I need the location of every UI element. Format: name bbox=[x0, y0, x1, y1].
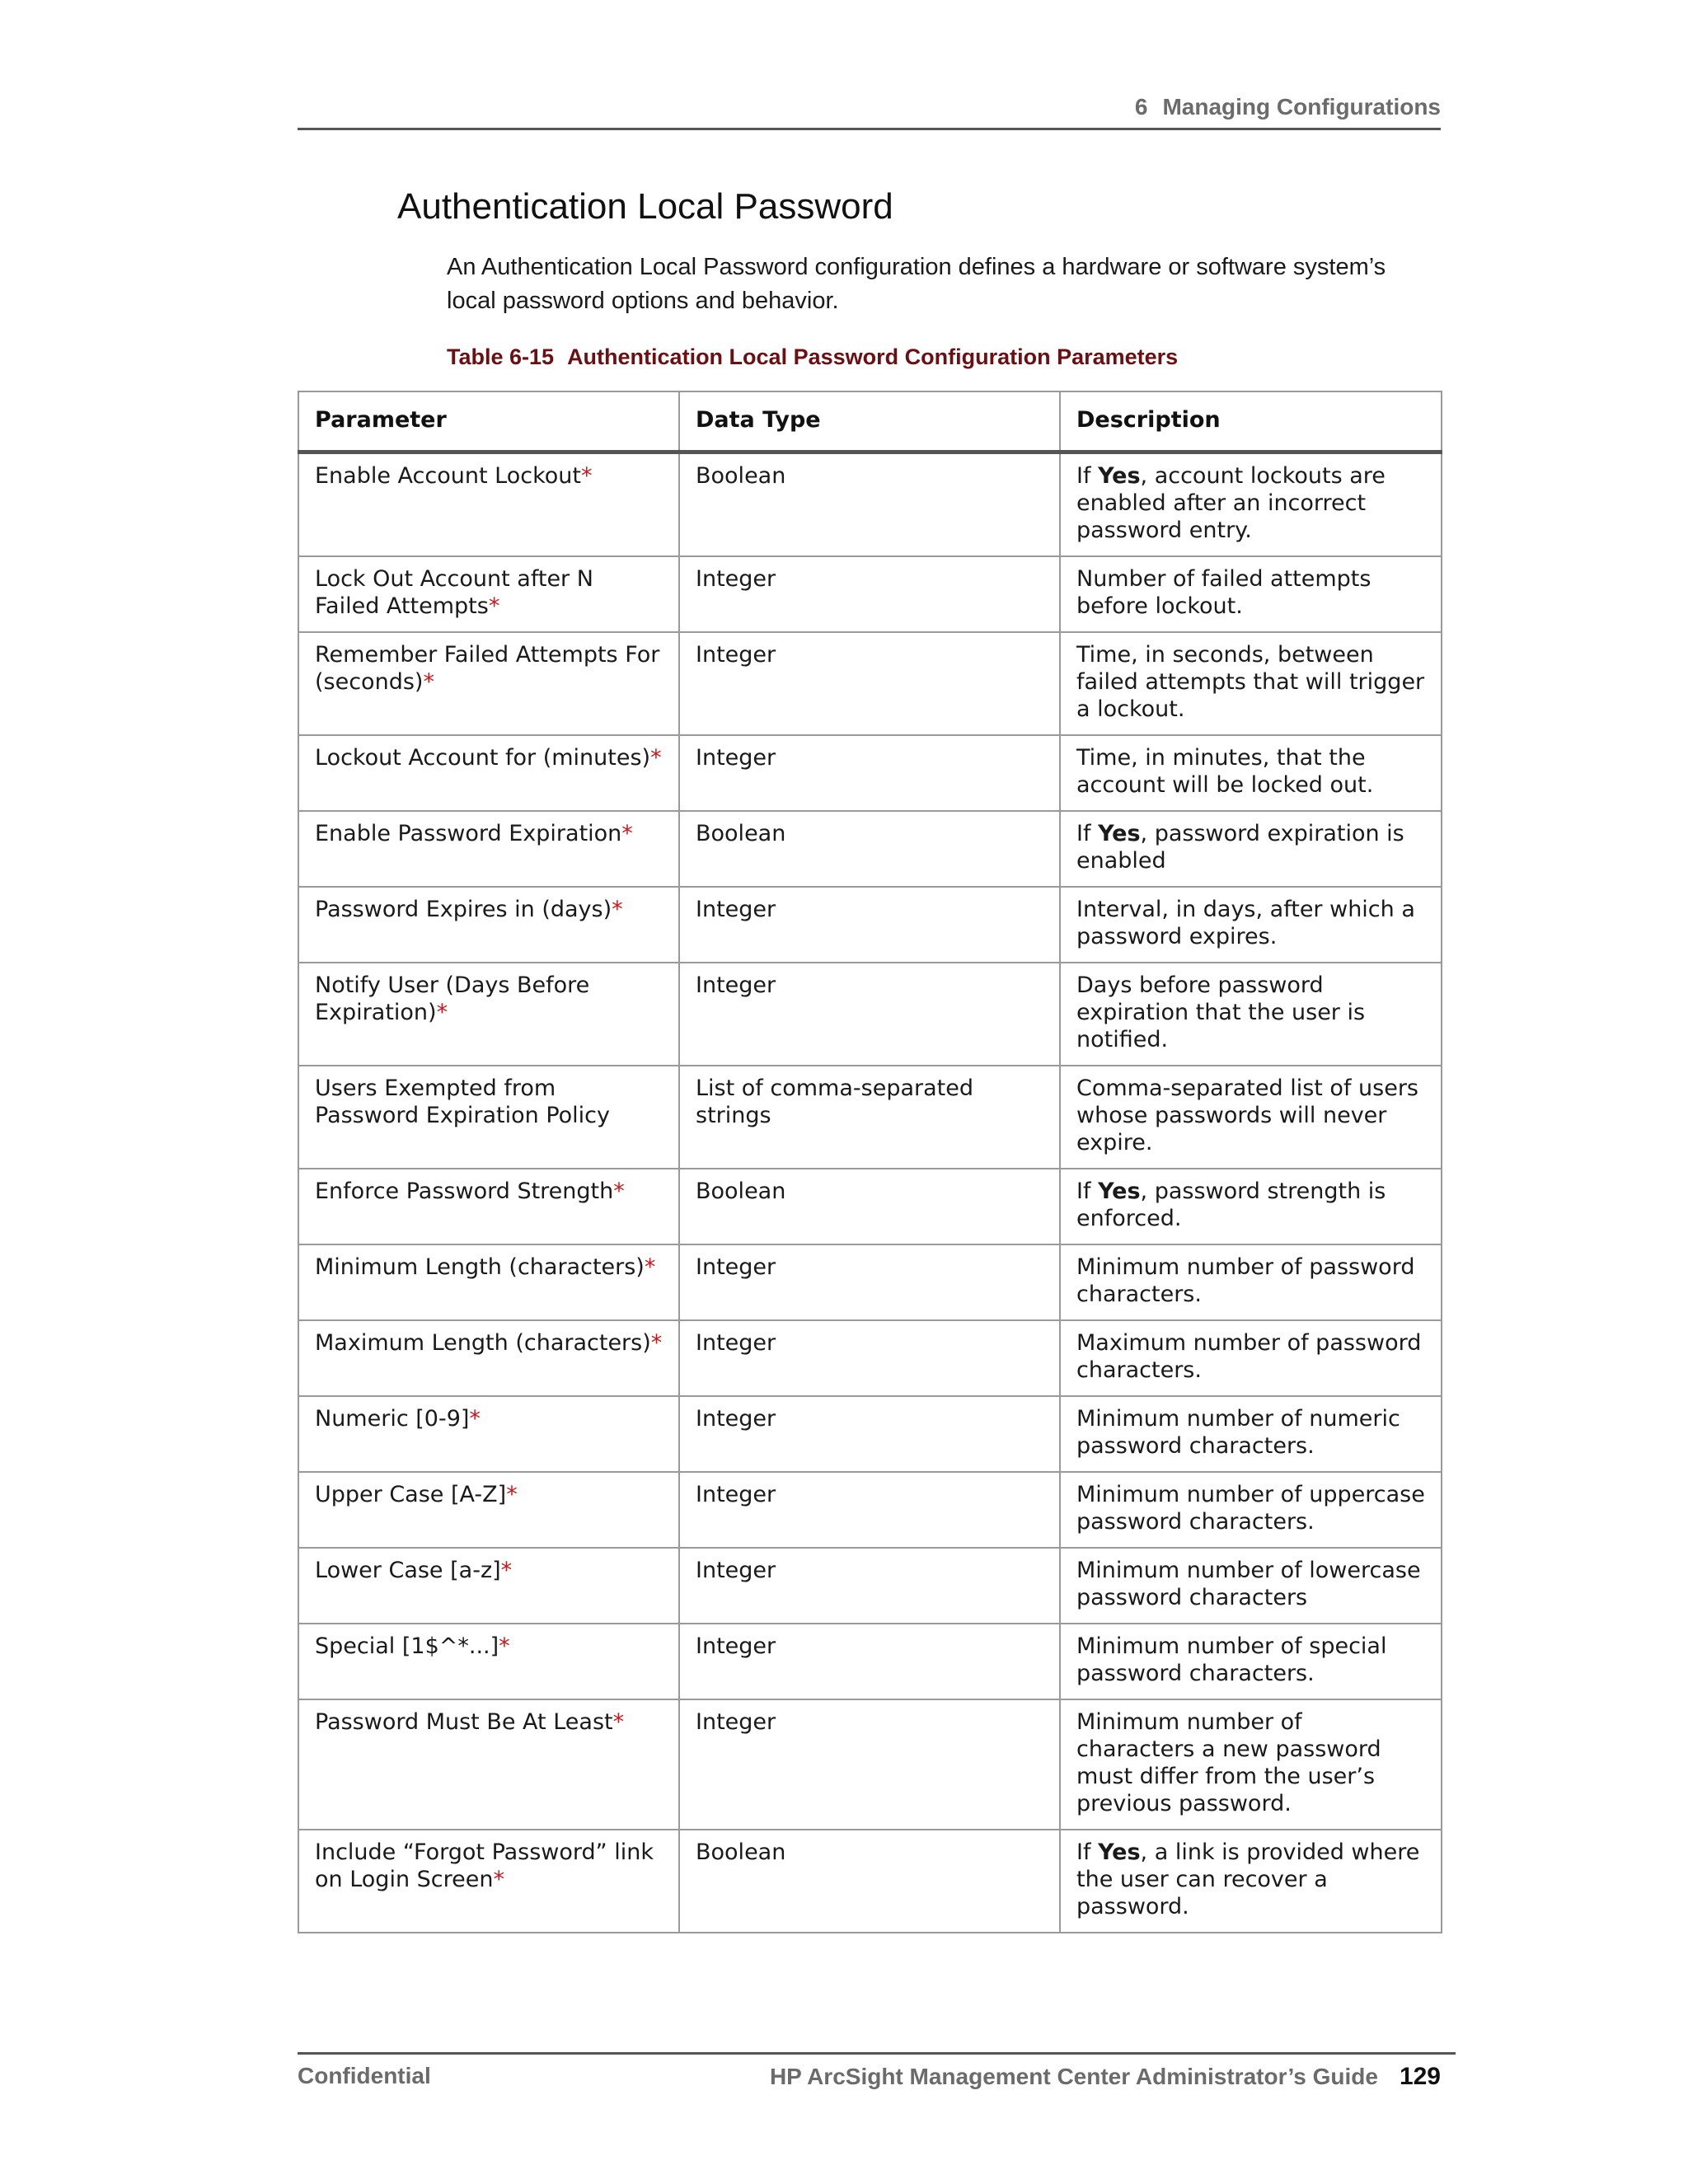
data-type-cell: Integer bbox=[679, 1472, 1060, 1548]
parameter-name: Enable Password Expiration bbox=[315, 820, 622, 846]
footer-guide-title: HP ArcSight Management Center Administrator’s Guide bbox=[769, 2064, 1378, 2089]
data-type-cell: Integer bbox=[679, 1624, 1060, 1699]
footer-confidential: Confidential bbox=[298, 2063, 431, 2088]
parameter-name: Lower Case [a-z] bbox=[315, 1557, 501, 1583]
description-text: Time, in minutes, that the account will be locked out. bbox=[1076, 744, 1374, 798]
table-caption-number: Table 6-15 bbox=[447, 344, 555, 369]
description-cell bbox=[1060, 1472, 1442, 1548]
footer-right bbox=[770, 2063, 1441, 2091]
parameter-name: Maximum Length (characters) bbox=[315, 1329, 651, 1356]
data-type-cell: Integer bbox=[679, 735, 1060, 811]
parameter-cell bbox=[298, 735, 679, 811]
description-emphasis: Yes bbox=[1098, 1839, 1141, 1865]
description-text: , password expiration is enabled bbox=[1076, 820, 1404, 874]
required-marker: * bbox=[644, 1254, 656, 1280]
description-cell bbox=[1060, 1396, 1442, 1472]
table-body bbox=[298, 452, 1442, 1933]
parameter-cell bbox=[298, 1624, 679, 1699]
description-text: Comma-separated list of users whose passwords will never expire. bbox=[1076, 1075, 1418, 1155]
required-marker: * bbox=[650, 1329, 663, 1356]
page-header bbox=[298, 89, 1441, 130]
data-type-cell: Integer bbox=[679, 1396, 1060, 1472]
table-row bbox=[298, 1699, 1442, 1830]
parameter-cell bbox=[298, 811, 679, 887]
parameter-cell bbox=[298, 632, 679, 735]
description-cell bbox=[1060, 452, 1442, 556]
required-marker: * bbox=[493, 1866, 504, 1892]
data-type-cell: Integer bbox=[679, 887, 1060, 963]
data-type-cell: Boolean bbox=[679, 811, 1060, 887]
data-type-cell: Boolean bbox=[679, 452, 1060, 556]
data-type-cell: Integer bbox=[679, 1699, 1060, 1830]
description-cell bbox=[1060, 632, 1442, 735]
parameter-cell bbox=[298, 1320, 679, 1396]
running-header bbox=[1135, 94, 1441, 120]
table-row bbox=[298, 632, 1442, 735]
table-caption bbox=[447, 344, 1178, 370]
required-marker: * bbox=[488, 593, 500, 619]
column-header-data-type: Data Type bbox=[679, 391, 1060, 452]
table-header-row bbox=[298, 391, 1442, 452]
table-row bbox=[298, 1548, 1442, 1624]
description-text: If bbox=[1076, 820, 1099, 846]
parameter-cell bbox=[298, 1830, 679, 1933]
parameter-name: Upper Case [A-Z] bbox=[315, 1481, 507, 1507]
parameter-cell bbox=[298, 1548, 679, 1624]
required-marker: * bbox=[436, 999, 448, 1025]
data-type-cell: List of comma-separated strings bbox=[679, 1066, 1060, 1169]
description-text: , account lockouts are enabled after an incorrect password entry. bbox=[1076, 462, 1386, 543]
parameter-name: Enforce Password Strength bbox=[315, 1178, 614, 1204]
required-marker: * bbox=[612, 1708, 625, 1735]
required-marker: * bbox=[423, 668, 434, 695]
description-text: Days before password expiration that the user is notified. bbox=[1076, 972, 1366, 1052]
parameter-name: Users Exempted from Password Expiration Policy bbox=[315, 1075, 610, 1128]
parameter-name: Include “Forgot Password” link on Login Screen bbox=[315, 1839, 654, 1892]
table-row bbox=[298, 1066, 1442, 1169]
description-text: Minimum number of password characters. bbox=[1076, 1254, 1415, 1307]
parameter-cell bbox=[298, 1472, 679, 1548]
parameter-cell bbox=[298, 1169, 679, 1244]
description-cell bbox=[1060, 1699, 1442, 1830]
table-row bbox=[298, 1396, 1442, 1472]
data-type-cell: Integer bbox=[679, 963, 1060, 1066]
page-number: 129 bbox=[1399, 2063, 1441, 2090]
description-cell bbox=[1060, 1548, 1442, 1624]
description-text: , a link is provided where the user can recover a password. bbox=[1076, 1839, 1420, 1919]
description-cell bbox=[1060, 1066, 1442, 1169]
description-text: Maximum number of password characters. bbox=[1076, 1329, 1422, 1383]
parameter-name: Notify User (Days Before Expiration) bbox=[315, 972, 590, 1025]
parameter-cell bbox=[298, 1699, 679, 1830]
data-type-cell: Integer bbox=[679, 632, 1060, 735]
chapter-number: 6 bbox=[1134, 94, 1148, 120]
parameter-name: Special [1$^*...] bbox=[315, 1633, 499, 1659]
table-row bbox=[298, 887, 1442, 963]
table-caption-title: Authentication Local Password Configuration Parameters bbox=[567, 344, 1179, 369]
required-marker: * bbox=[613, 1178, 625, 1204]
parameter-name: Remember Failed Attempts For (seconds) bbox=[315, 641, 660, 695]
column-header-parameter: Parameter bbox=[298, 391, 679, 452]
parameter-cell bbox=[298, 1396, 679, 1472]
table-row bbox=[298, 556, 1442, 632]
parameter-name: Lockout Account for (minutes) bbox=[315, 744, 651, 771]
parameter-name: Minimum Length (characters) bbox=[315, 1254, 645, 1280]
description-cell bbox=[1060, 963, 1442, 1066]
parameter-cell bbox=[298, 887, 679, 963]
data-type-cell: Integer bbox=[679, 1320, 1060, 1396]
page-footer bbox=[298, 2052, 1456, 2096]
table-row bbox=[298, 735, 1442, 811]
section-title: Authentication Local Password bbox=[397, 186, 893, 227]
description-emphasis: Yes bbox=[1098, 462, 1141, 489]
table-row bbox=[298, 1830, 1442, 1933]
description-cell bbox=[1060, 1830, 1442, 1933]
description-text: If bbox=[1076, 1178, 1099, 1204]
required-marker: * bbox=[469, 1405, 481, 1432]
table-row bbox=[298, 963, 1442, 1066]
description-cell bbox=[1060, 1169, 1442, 1244]
description-text: Time, in seconds, between failed attempts that will trigger a lockout. bbox=[1076, 641, 1425, 722]
table-row bbox=[298, 811, 1442, 887]
description-emphasis: Yes bbox=[1098, 820, 1141, 846]
table-row bbox=[298, 1244, 1442, 1320]
intro-paragraph: An Authentication Local Password configuration defines a hardware or software system’s local password options and behavior. bbox=[447, 254, 1386, 314]
description-cell bbox=[1060, 811, 1442, 887]
required-marker: * bbox=[500, 1557, 513, 1583]
description-text: Interval, in days, after which a password expires. bbox=[1076, 896, 1415, 949]
description-text: If bbox=[1076, 1839, 1099, 1865]
parameter-name: Enable Account Lockout bbox=[315, 462, 581, 489]
description-cell bbox=[1060, 556, 1442, 632]
description-text: If bbox=[1076, 462, 1099, 489]
data-type-cell: Integer bbox=[679, 556, 1060, 632]
data-type-cell: Boolean bbox=[679, 1830, 1060, 1933]
description-cell bbox=[1060, 1624, 1442, 1699]
required-marker: * bbox=[580, 462, 593, 489]
required-marker: * bbox=[612, 896, 623, 922]
description-text: Minimum number of characters a new password must differ from the user’s previous password. bbox=[1076, 1708, 1381, 1816]
parameter-cell bbox=[298, 452, 679, 556]
parameter-cell bbox=[298, 556, 679, 632]
table-row bbox=[298, 452, 1442, 556]
required-marker: * bbox=[621, 820, 633, 846]
parameter-cell bbox=[298, 1066, 679, 1169]
parameter-name: Password Must Be At Least bbox=[315, 1708, 613, 1735]
description-cell bbox=[1060, 735, 1442, 811]
chapter-title: Managing Configurations bbox=[1162, 94, 1441, 120]
description-text: Minimum number of numeric password characters. bbox=[1076, 1405, 1400, 1459]
table-row bbox=[298, 1472, 1442, 1548]
parameters-table bbox=[298, 391, 1442, 1933]
parameter-name: Password Expires in (days) bbox=[315, 896, 612, 922]
parameter-cell bbox=[298, 1244, 679, 1320]
description-cell bbox=[1060, 1244, 1442, 1320]
required-marker: * bbox=[499, 1633, 510, 1659]
data-type-cell: Integer bbox=[679, 1548, 1060, 1624]
description-cell bbox=[1060, 1320, 1442, 1396]
description-text: Minimum number of special password characters. bbox=[1076, 1633, 1387, 1686]
description-text: Number of failed attempts before lockout. bbox=[1076, 565, 1372, 619]
required-marker: * bbox=[650, 744, 662, 771]
description-text: , password strength is enforced. bbox=[1076, 1178, 1386, 1231]
column-header-description: Description bbox=[1060, 391, 1442, 452]
description-text: Minimum number of lowercase password characters bbox=[1076, 1557, 1421, 1610]
table-row bbox=[298, 1624, 1442, 1699]
parameter-cell bbox=[298, 963, 679, 1066]
table-row bbox=[298, 1320, 1442, 1396]
description-text: Minimum number of uppercase password characters. bbox=[1076, 1481, 1425, 1535]
table-row bbox=[298, 1169, 1442, 1244]
data-type-cell: Boolean bbox=[679, 1169, 1060, 1244]
description-cell bbox=[1060, 887, 1442, 963]
required-marker: * bbox=[506, 1481, 518, 1507]
parameter-name: Numeric [0-9] bbox=[315, 1405, 470, 1432]
description-emphasis: Yes bbox=[1098, 1178, 1141, 1204]
parameter-name: Lock Out Account after N Failed Attempts bbox=[315, 565, 593, 619]
data-type-cell: Integer bbox=[679, 1244, 1060, 1320]
